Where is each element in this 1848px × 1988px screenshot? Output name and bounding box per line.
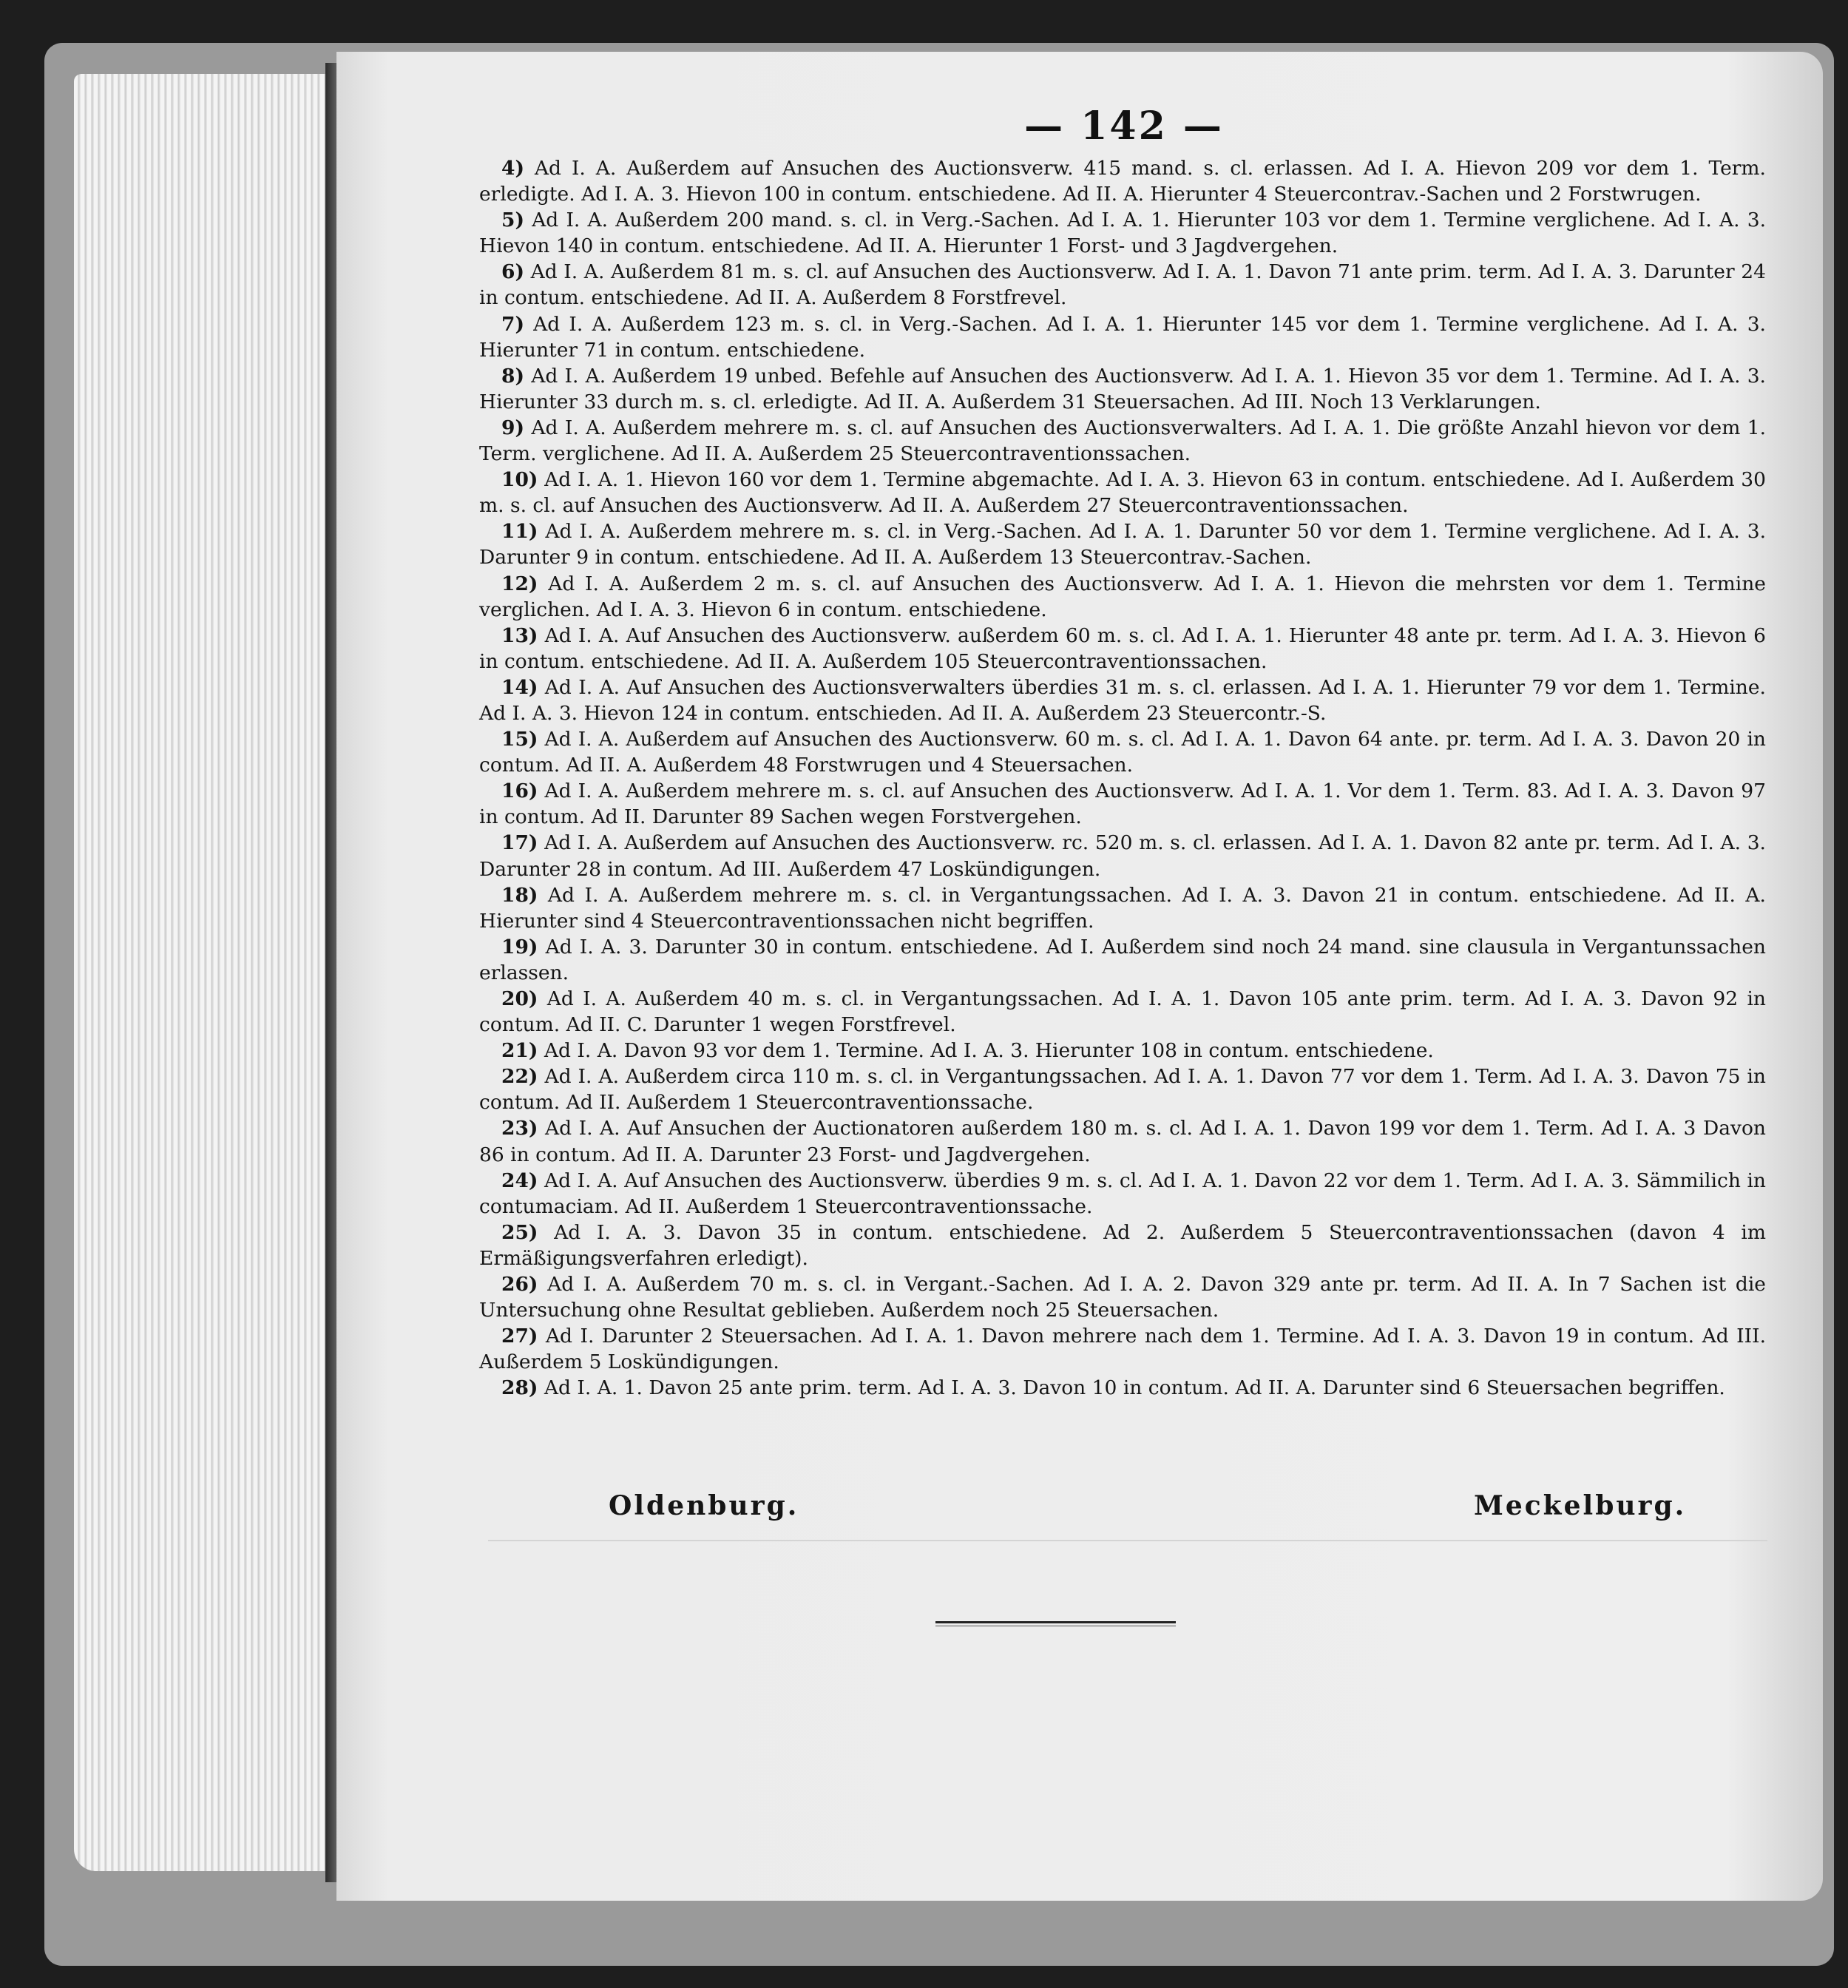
footnote-text: Ad I. A. Außerdem auf Ansuchen des Auctionsverw. 60 m. s. cl. Ad I. A. 1. Davon 64 ante. pr. term. Ad I. A. 3. Davon 20 in contum. Ad II. A. Außerdem 48 Forstwrugen und 4 Steuersachen. bbox=[479, 728, 1766, 777]
footnote-text: Ad I. A. Außerdem 200 mand. s. cl. in Verg.-Sachen. Ad I. A. 1. Hierunter 103 vor dem 1. Termine verglichene. Ad I. A. 3. Hievon 140 in contum. entschiedene. Ad II. A. Hierunter 1 Forst- und 3 Jagdvergehen. bbox=[479, 209, 1766, 258]
footnote-number: 18) bbox=[501, 883, 538, 907]
footnote-number: 11) bbox=[501, 520, 538, 544]
reverse-side-bleedthrough bbox=[466, 1561, 1767, 1679]
footnote-text: Ad I. A. Außerdem mehrere m. s. cl. auf Ansuchen des Auctionsverwalters. Ad I. A. 1. Die größte Anzahl hievon vor dem 1. Term. verglichene. Ad II. A. Außerdem 25 Steuercontraventionssachen. bbox=[479, 416, 1766, 466]
footnote-8 bbox=[479, 363, 1766, 415]
footnote-text: Ad I. A. Auf Ansuchen des Auctionsverw. außerdem 60 m. s. cl. Ad I. A. 1. Hierunter 48 ante pr. term. Ad I. A. 3. Hievon 6 in contum. entschiedene. Ad II. A. Außerdem 105 Steuercontraventionssachen. bbox=[479, 623, 1766, 673]
table-rule-bleedthrough bbox=[488, 1540, 1767, 1541]
footnote-text: Ad I. A. Auf Ansuchen der Auctionatoren außerdem 180 m. s. cl. Ad I. A. 1. Davon 199 vor dem 1. Term. Ad I. A. 3 Davon 86 in contum. Ad II. A. Darunter 23 Forst- und Jagdvergehen. bbox=[479, 1117, 1766, 1166]
footnote-6 bbox=[479, 259, 1766, 311]
footnote-number: 8) bbox=[501, 364, 524, 388]
footnote-21 bbox=[479, 1038, 1766, 1064]
footnote-text: Ad I. A. Außerdem circa 110 m. s. cl. in Vergantungssachen. Ad I. A. 1. Davon 77 vor dem 1. Term. Ad I. A. 3. Davon 75 in contum. Ad II. Außerdem 1 Steuercontraventionssache. bbox=[479, 1065, 1766, 1115]
footnote-text: Ad I. A. Außerdem mehrere m. s. cl. in Vergantungssachen. Ad I. A. 3. Davon 21 in contum. entschiedene. Ad II. A. Hierunter sind 4 Steuercontraventionssachen nicht begriffen. bbox=[479, 883, 1766, 933]
footnote-text: Ad I. A. Außerdem 19 unbed. Befehle auf Ansuchen des Auctionsverw. Ad I. A. 1. Hievon 35 vor dem 1. Termine. Ad I. A. 3. Hierunter 33 durch m. s. cl. erledigte. Ad II. A. Außerdem 31 Steuersachen. Ad III. Noch 13 Verklarungen. bbox=[479, 364, 1766, 413]
footnote-number: 10) bbox=[501, 468, 538, 492]
state-heading-oldenburg: Oldenburg. bbox=[609, 1490, 799, 1521]
book-page-edges bbox=[74, 74, 340, 1871]
footnote-number: 13) bbox=[501, 623, 538, 647]
footnote-26 bbox=[479, 1271, 1766, 1323]
footnote-number: 6) bbox=[501, 260, 524, 284]
footnote-number: 5) bbox=[501, 209, 524, 232]
footnote-text: Ad I. A. 1. Davon 25 ante prim. term. Ad I. A. 3. Davon 10 in contum. Ad II. A. Darunter sind 6 Steuersachen begriffen. bbox=[544, 1376, 1725, 1400]
footnote-10 bbox=[479, 467, 1766, 518]
footnote-number: 9) bbox=[501, 416, 524, 439]
footnote-20 bbox=[479, 986, 1766, 1038]
footnote-text: Ad I. A. Außerdem mehrere m. s. cl. auf Ansuchen des Auctionsverw. Ad I. A. 1. Vor dem 1. Term. 83. Ad I. A. 3. Davon 97 in contum. Ad II. Darunter 89 Sachen wegen Forstvergehen. bbox=[479, 780, 1766, 829]
footnote-22 bbox=[479, 1064, 1766, 1115]
closing-divider bbox=[935, 1621, 1176, 1623]
footnote-9 bbox=[479, 415, 1766, 467]
footnote-13 bbox=[479, 623, 1766, 674]
footnote-number: 19) bbox=[501, 935, 538, 958]
footnote-number: 26) bbox=[501, 1273, 538, 1296]
footnote-text: Ad I. A. Außerdem 81 m. s. cl. auf Ansuchen des Auctionsverw. Ad I. A. 1. Davon 71 ante prim. term. Ad I. A. 3. Darunter 24 in contum. entschiedene. Ad II. A. Außerdem 8 Forstfrevel. bbox=[479, 260, 1766, 310]
footnote-text: Ad I. A. Außerdem 2 m. s. cl. auf Ansuchen des Auctionsverw. Ad I. A. 1. Hievon die mehrsten vor dem 1. Termine verglichen. Ad I. A. 3. Hievon 6 in contum. entschiedene. bbox=[479, 572, 1766, 621]
footnote-number: 14) bbox=[501, 675, 538, 699]
footnote-number: 28) bbox=[501, 1376, 538, 1400]
footnote-number: 17) bbox=[501, 831, 538, 855]
footnote-15 bbox=[479, 726, 1766, 778]
footnote-11 bbox=[479, 518, 1766, 570]
footnote-19 bbox=[479, 934, 1766, 986]
footnote-text: Ad I. A. 3. Davon 35 in contum. entschiedene. Ad 2. Außerdem 5 Steuercontraventionssachen (davon 4 im Ermäßigungsverfahren erledigt). bbox=[479, 1220, 1766, 1270]
footnote-14 bbox=[479, 674, 1766, 726]
footnote-number: 7) bbox=[501, 312, 524, 336]
footnote-5 bbox=[479, 207, 1766, 259]
footnote-text: Ad I. A. Außerdem 123 m. s. cl. in Verg.-Sachen. Ad I. A. 1. Hierunter 145 vor dem 1. Termine verglichene. Ad I. A. 3. Hierunter 71 in contum. entschiedene. bbox=[479, 312, 1766, 362]
page-number: — 142 — bbox=[1024, 104, 1224, 149]
footnote-text: Ad I. A. Außerdem 70 m. s. cl. in Vergant.-Sachen. Ad I. A. 2. Davon 329 ante pr. term. Ad II. A. In 7 Sachen ist die Untersuchung ohne Resultat geblieben. Außerdem noch 25 Steuersachen. bbox=[479, 1273, 1766, 1322]
footnote-number: 21) bbox=[501, 1039, 538, 1063]
state-headings bbox=[479, 1490, 1766, 1535]
footnote-text: Ad I. A. Außerdem mehrere m. s. cl. in Verg.-Sachen. Ad I. A. 1. Darunter 50 vor dem 1. Termine verglichene. Ad I. A. 3. Darunter 9 in contum. entschiedene. Ad II. A. Außerdem 13 Steuercontrav.-Sachen. bbox=[479, 520, 1766, 569]
footnote-number: 12) bbox=[501, 572, 538, 595]
footnote-text: Ad I. A. Außerdem auf Ansuchen des Auctionsverw. 415 mand. s. cl. erlassen. Ad I. A. Hievon 209 vor dem 1. Term. erledigte. Ad I. A. 3. Hievon 100 in contum. entschiedene. Ad II. A. Hierunter 4 Steuercontrav.-Sachen und 2 Forstwrugen. bbox=[479, 157, 1766, 206]
footnote-text: Ad I. A. Davon 93 vor dem 1. Termine. Ad I. A. 3. Hierunter 108 in contum. entschiedene. bbox=[544, 1039, 1434, 1063]
footnote-7 bbox=[479, 311, 1766, 363]
footnote-27 bbox=[479, 1323, 1766, 1375]
footnote-12 bbox=[479, 571, 1766, 623]
footnote-23 bbox=[479, 1115, 1766, 1167]
footnote-number: 27) bbox=[501, 1325, 538, 1348]
footnote-25 bbox=[479, 1220, 1766, 1271]
footnote-number: 22) bbox=[501, 1065, 538, 1089]
footnote-text: Ad I. A. Außerdem 40 m. s. cl. in Vergantungssachen. Ad I. A. 1. Davon 105 ante prim. term. Ad I. A. 3. Davon 92 in contum. Ad II. C. Darunter 1 wegen Forstfrevel. bbox=[479, 987, 1766, 1037]
footnote-text: Ad I. A. Außerdem auf Ansuchen des Auctionsverw. rc. 520 m. s. cl. erlassen. Ad I. A. 1. Davon 82 ante pr. term. Ad I. A. 3. Darunter 28 in contum. Ad III. Außerdem 47 Loskündigungen. bbox=[479, 831, 1766, 881]
footnote-28 bbox=[479, 1375, 1766, 1401]
footnote-text: Ad I. A. Auf Ansuchen des Auctionsverwalters überdies 31 m. s. cl. erlassen. Ad I. A. 1. Hierunter 79 vor dem 1. Termine. Ad I. A. 3. Hievon 124 in contum. entschieden. Ad II. A. Außerdem 23 Steuercontr.-S. bbox=[479, 675, 1766, 725]
footnote-number: 24) bbox=[501, 1169, 538, 1192]
footnote-number: 23) bbox=[501, 1117, 538, 1140]
footnote-text: Ad I. A. Auf Ansuchen des Auctionsverw. überdies 9 m. s. cl. Ad I. A. 1. Davon 22 vor dem 1. Term. Ad I. A. 3. Sämmilich in contumaciam. Ad II. Außerdem 1 Steuercontraventionssache. bbox=[479, 1169, 1766, 1218]
footnote-4 bbox=[479, 155, 1766, 207]
footnote-number: 4) bbox=[501, 157, 524, 180]
footnote-number: 25) bbox=[501, 1220, 538, 1244]
footnote-text: Ad I. A. 3. Darunter 30 in contum. entschiedene. Ad I. Außerdem sind noch 24 mand. sine clausula in Vergantunssachen erlassen. bbox=[479, 935, 1766, 984]
footnote-18 bbox=[479, 882, 1766, 934]
footnote-text: Ad I. A. 1. Hievon 160 vor dem 1. Termine abgemachte. Ad I. A. 3. Hievon 63 in contum. entschiedene. Ad I. Außerdem 30 m. s. cl. auf Ansuchen des Auctionsverw. Ad II. A. Außerdem 27 Steuercontraventionssachen. bbox=[479, 468, 1766, 518]
footnotes-body bbox=[479, 155, 1766, 1402]
state-heading-meckelburg: Meckelburg. bbox=[1474, 1490, 1687, 1521]
footnote-number: 16) bbox=[501, 780, 538, 803]
footnote-number: 20) bbox=[501, 987, 538, 1010]
footnote-24 bbox=[479, 1168, 1766, 1220]
footnote-number: 15) bbox=[501, 728, 538, 751]
footnote-text: Ad I. Darunter 2 Steuersachen. Ad I. A. 1. Davon mehrere nach dem 1. Termine. Ad I. A. 3. Davon 19 in contum. Ad III. Außerdem 5 Loskündigungen. bbox=[479, 1325, 1766, 1374]
footnote-16 bbox=[479, 778, 1766, 830]
footnote-17 bbox=[479, 830, 1766, 882]
